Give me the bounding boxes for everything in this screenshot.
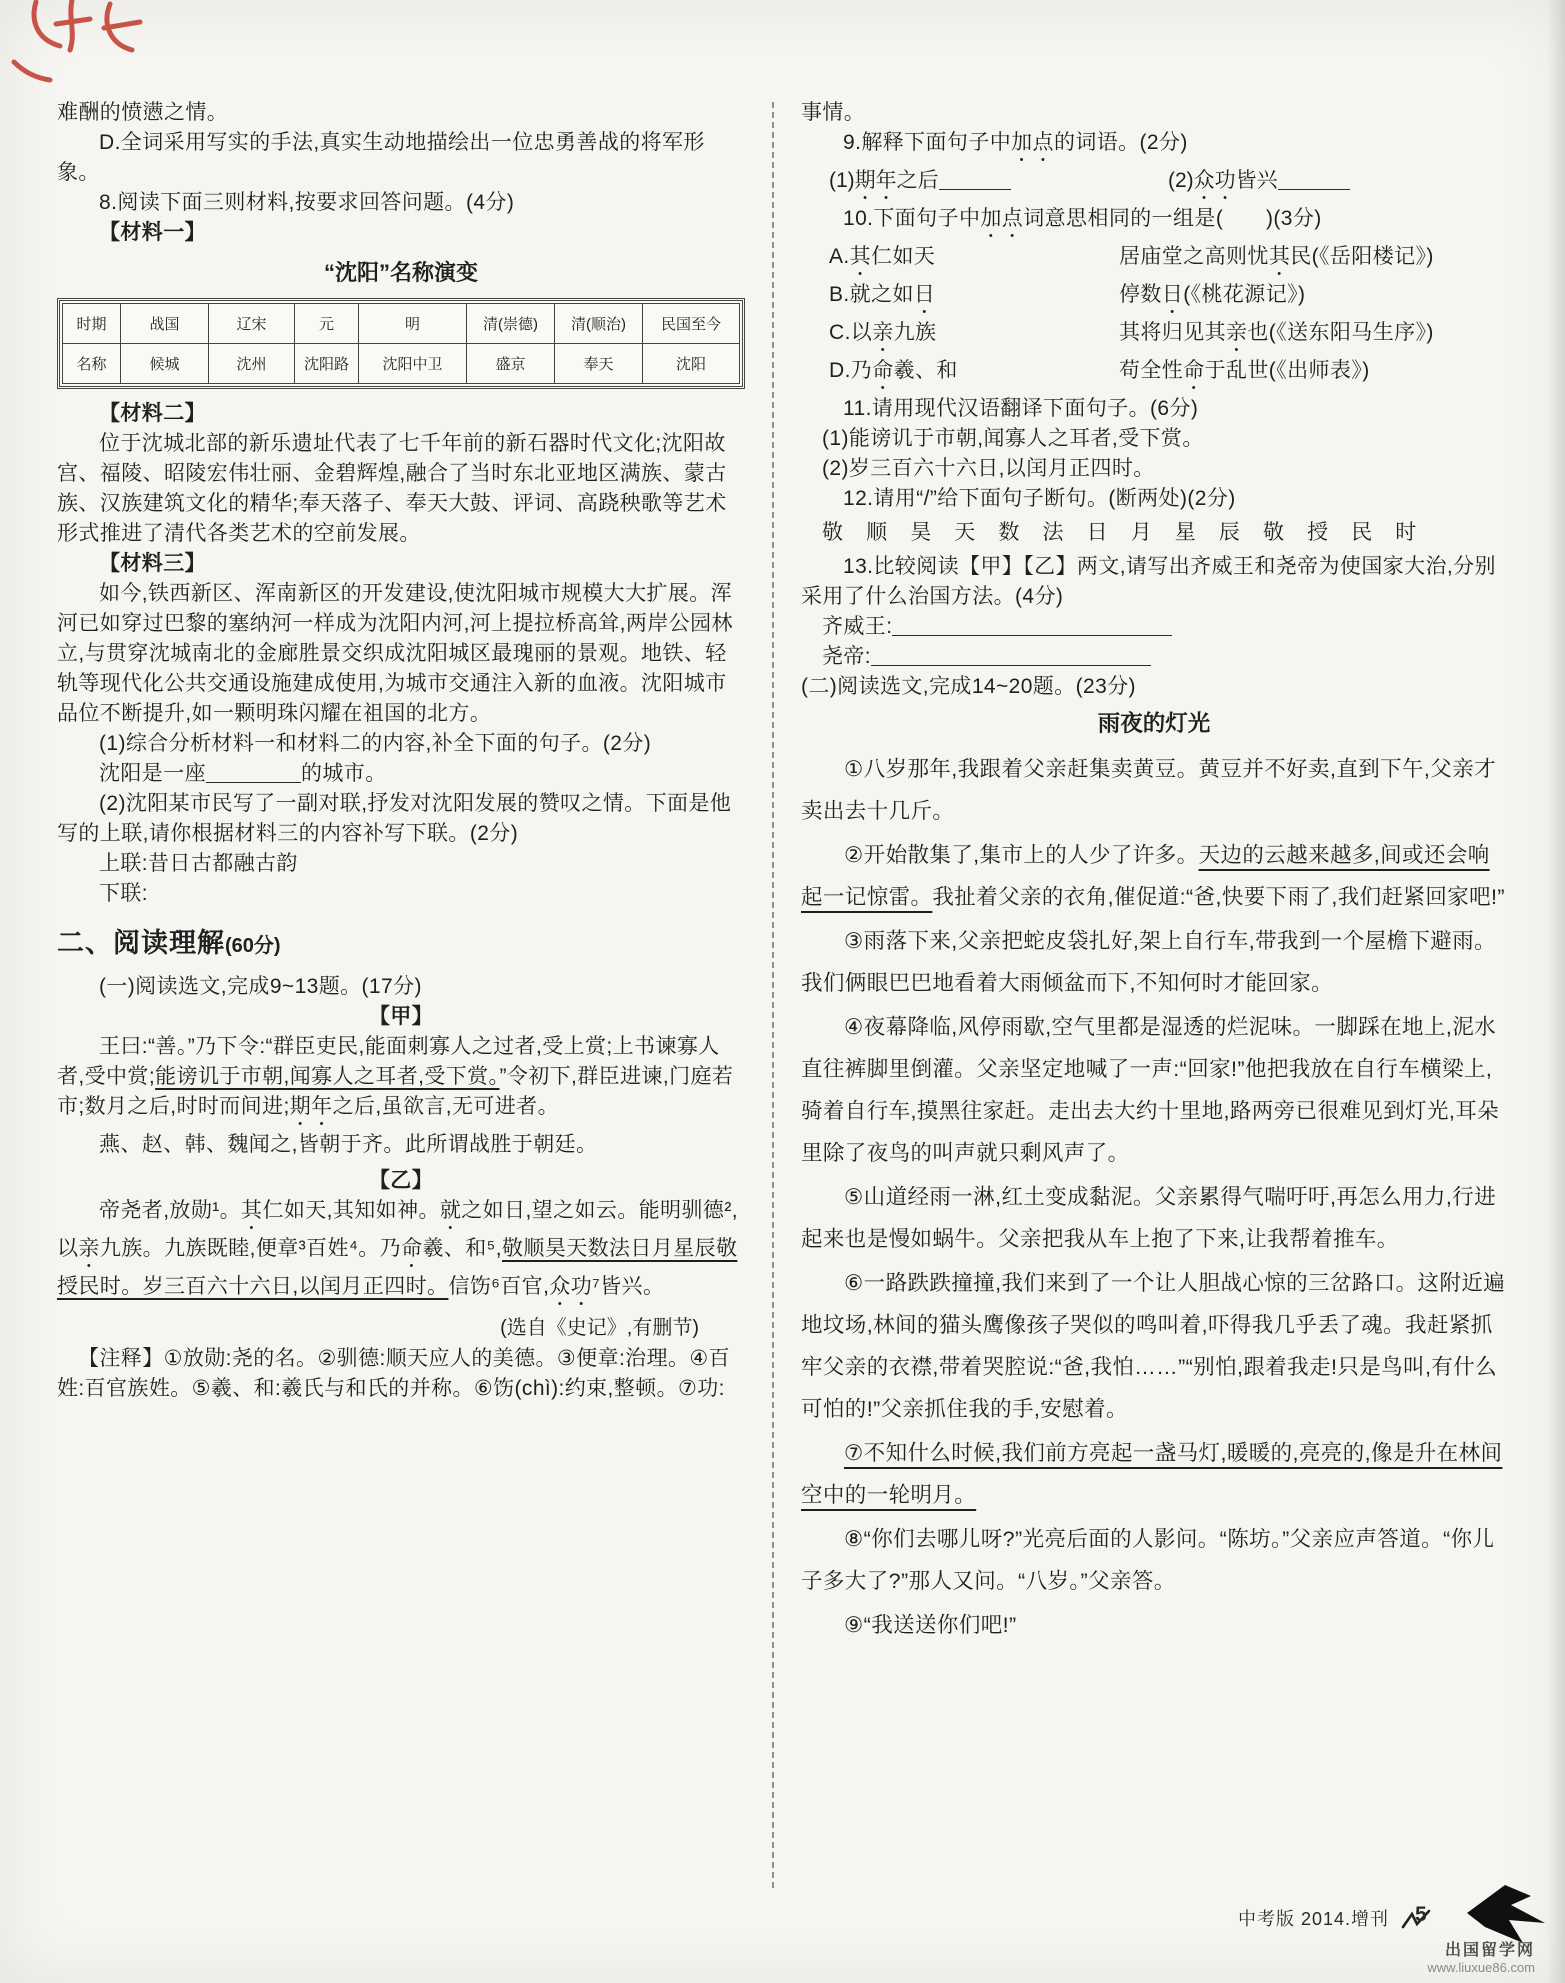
- site-url: www.liuxue86.com: [1427, 1960, 1535, 1975]
- left-column: [57, 98, 745, 1888]
- notes-continuation: 事情。: [801, 101, 866, 124]
- q9-item-2: (2)众功皆兴: [1168, 166, 1507, 204]
- option-row-b: [801, 280, 1507, 318]
- passage-yi-text: 帝尧者,放勋¹。其仁如天,其知如神。就之如日,望之如云。能明驯德²,以亲九族。九族既睦,便章³百姓⁴。乃命羲、和⁵,敬顺昊天数法日月星辰敬授民时。岁三百六十六日,以闰月正四时。信饬⁶百官,众功⁷皆兴。: [57, 1199, 738, 1298]
- question-11: 11.请用现代汉语翻译下面句子。(6分): [843, 397, 1199, 420]
- option-c-left: C.以亲九族: [829, 321, 937, 344]
- table-title: “沈阳”名称演变: [323, 260, 478, 285]
- option-d-right: 苟全性命于乱世(《出师表》): [1119, 359, 1370, 382]
- material-2-label: 【材料二】: [99, 402, 206, 425]
- question-13-answer-a: 齐威王:: [801, 612, 1507, 642]
- section-2-title: 二、阅读理解: [57, 928, 225, 958]
- question-12: 12.请用“/”给下面句子断句。(断两处)(2分): [843, 487, 1236, 510]
- table-cell: 辽宋: [209, 304, 295, 344]
- site-name: 出国留学网: [1444, 1942, 1535, 1959]
- shenyang-names-table: [57, 298, 745, 389]
- option-a-left: A.其仁如天: [829, 245, 936, 268]
- question-11-item-1: (1)能谤讥于市朝,闻寡人之耳者,受下赏。: [822, 427, 1204, 450]
- couplet-first-line: 上联:昔日古都融古韵: [99, 852, 298, 875]
- reading-part-2-intro: (二)阅读选文,完成14~20题。(23分): [801, 675, 1136, 698]
- essay-paragraph-5: ⑤山道经雨一淋,红土变成黏泥。父亲累得气喘吁吁,再怎么用力,行进起来也是慢如蜗牛。父亲把我从车上抱了下来,让我帮着推车。: [801, 1185, 1496, 1251]
- table-cell: 清(崇德): [467, 304, 555, 344]
- question-12-sentence: 敬顺昊天数法日月星辰敬授民时: [822, 521, 1440, 544]
- option-b-right: 停数日(《桃花源记》): [1119, 283, 1306, 306]
- option-a-right: 居庙堂之高则忧其民(《岳阳楼记》): [1119, 245, 1434, 268]
- passage-jia-text: 王曰:“善。”乃下令:“群臣吏民,能面刺寡人之过者,受上赏;上书谏寡人者,受中赏;能谤讥于市朝,闻寡人之耳者,受下赏。”令初下,群臣进谏,门庭若市;数月之后,时时而间进;期年之后,虽欲言,无可进者。: [57, 1035, 734, 1118]
- question-13: 13.比较阅读【甲】【乙】两文,请写出齐威王和尧帝为使国家大治,分别采用了什么治国方法。(4分): [801, 555, 1496, 608]
- q9-item-1: (1)期年之后: [829, 166, 1168, 204]
- essay-paragraph-3: ③雨落下来,父亲把蛇皮袋扎好,架上自行车,带我到一个屋檐下避雨。我们俩眼巴巴地看着大雨倾盆而下,不知何时才能回家。: [801, 929, 1496, 995]
- table-cell: 沈州: [209, 344, 295, 384]
- essay-paragraph-4: ④夜幕降临,风停雨歇,空气里都是湿透的烂泥味。一脚踩在地上,泥水直往裤脚里倒灌。父亲坚定地喊了一声:“回家!”他把我放在自行车横梁上,骑着自行车,摸黑往家赶。走出去大约十里地,路两旁已很难见到灯光,耳朵里除了夜鸟的叫声就只剩风声了。: [801, 1015, 1500, 1165]
- option-b-left: B.就之如日: [829, 283, 936, 306]
- two-column-layout: [57, 98, 1509, 1888]
- table-cell: 时期: [63, 304, 121, 344]
- right-column: [801, 98, 1507, 1888]
- page-number: 5: [1415, 1903, 1428, 1926]
- table-row-periods: [63, 304, 740, 344]
- table-cell: 清(顺治): [555, 304, 643, 344]
- essay-paragraph-8: ⑧“你们去哪儿呀?”光亮后面的人影问。“陈坊。”父亲应声答道。“你儿子多大了?”那人又问。“八岁。”父亲答。: [801, 1527, 1495, 1593]
- table-cell: 明: [359, 304, 467, 344]
- edition-label: 中考版 2014.增刊: [1237, 1909, 1389, 1929]
- material-3-label: 【材料三】: [99, 552, 206, 575]
- option-row-d: [801, 356, 1507, 394]
- couplet-second-line: 下联:: [99, 882, 149, 905]
- table-cell: 沈阳中卫: [359, 344, 467, 384]
- table-cell: 民国至今: [643, 304, 740, 344]
- table-cell: 名称: [63, 344, 121, 384]
- table-row-names: [63, 344, 740, 384]
- option-c-right: 其将归见其亲也(《送东阳马生序》): [1119, 321, 1434, 344]
- table-cell: 候城: [121, 344, 209, 384]
- column-divider: [772, 102, 774, 1888]
- passage-source: (选自《史记》,有删节): [500, 1317, 699, 1339]
- section-2-heading: [57, 923, 745, 966]
- overflow-text: 难酬的愤懑之情。: [57, 101, 229, 124]
- essay-paragraph-9: ⑨“我送送你们吧!”: [844, 1613, 1017, 1637]
- table-cell: 元: [295, 304, 359, 344]
- table-cell: 奉天: [555, 344, 643, 384]
- question-9-blanks: [801, 166, 1507, 204]
- reading-part-1-intro: (一)阅读选文,完成9~13题。(17分): [99, 975, 422, 998]
- question-13-answer-b: 尧帝:: [801, 642, 1507, 672]
- passage-notes: 【注释】①放勋:尧的名。②驯德:顺天应人的美德。③便章:治理。④百姓:百官族姓。⑤羲、和:羲氏与和氏的并称。⑥饬(chì):约束,整顿。⑦功:: [57, 1347, 731, 1400]
- site-watermark: [1427, 1937, 1535, 1975]
- question-9: 9.解释下面句子中加点的词语。(2分): [843, 131, 1188, 154]
- table-cell: 沈阳路: [295, 344, 359, 384]
- essay-title: 雨夜的灯光: [1097, 711, 1211, 736]
- question-8-sub-1: (1)综合分析材料一和材料二的内容,补全下面的句子。(2分): [99, 732, 652, 755]
- essay-paragraph-6: ⑥一路跌跌撞撞,我们来到了一个让人胆战心惊的三岔路口。这附近遍地坟场,林间的猫头鹰像孩子哭似的鸣叫着,吓得我几乎丢了魂。我赶紧抓牢父亲的衣襟,带着哭腔说:“爸,我怕……”“别怕,跟着我走!只是鸟叫,有什么可怕的!”父亲抓住我的手,安慰着。: [801, 1271, 1506, 1421]
- table-cell: 盛京: [467, 344, 555, 384]
- passage-jia-text-2: 燕、赵、韩、魏闻之,皆朝于齐。此所谓战胜于朝廷。: [99, 1133, 598, 1156]
- question-8-sub-2: (2)沈阳某市民写了一副对联,抒发对沈阳发展的赞叹之情。下面是他写的上联,请你根据材料三的内容补写下联。(2分): [57, 792, 732, 845]
- essay-paragraph-1: ①八岁那年,我跟着父亲赶集卖黄豆。黄豆并不好卖,直到下午,父亲才卖出去十几斤。: [801, 757, 1496, 823]
- option-row-c: [801, 318, 1507, 356]
- question-10: 10.下面句子中加点词意思相同的一组是( )(3分): [843, 207, 1322, 230]
- option-d-statement: D.全词采用写实的手法,真实生动地描绘出一位忠勇善战的将军形象。: [57, 131, 705, 184]
- material-1-label: 【材料一】: [99, 221, 206, 244]
- material-2-text: 位于沈城北部的新乐遗址代表了七千年前的新石器时代文化;沈阳故宫、福陵、昭陵宏伟壮丽、金碧辉煌,融合了当时东北亚地区满族、蒙古族、汉族建筑文化的精华;奉天落子、奉天大鼓、评词、高跷秧歌等艺术形式推进了清代各类艺术的空前发展。: [57, 432, 727, 545]
- passage-jia-label: 【甲】: [368, 1005, 434, 1028]
- page-footer: [1238, 1903, 1439, 1933]
- page-number-group: [1405, 1903, 1439, 1933]
- essay-paragraph-2: ②开始散集了,集市上的人少了许多。天边的云越来越多,间或还会响起一记惊雷。我扯着父亲的衣角,催促道:“爸,快要下雨了,我们赶紧回家吧!”: [801, 843, 1505, 909]
- question-11-item-2: (2)岁三百六十六日,以闰月正四时。: [822, 457, 1155, 480]
- table-cell: 沈阳: [643, 344, 740, 384]
- option-d-left: D.乃命羲、和: [829, 359, 958, 382]
- essay-paragraph-7: ⑦不知什么时候,我们前方亮起一盏马灯,暖暖的,亮亮的,像是升在林间空中的一轮明月。: [801, 1441, 1503, 1507]
- option-row-a: [801, 242, 1507, 280]
- red-ink-marks-icon: [6, 0, 206, 110]
- question-8: 8.阅读下面三则材料,按要求回答问题。(4分): [99, 191, 515, 214]
- passage-yi-label: 【乙】: [368, 1169, 434, 1192]
- material-3-text: 如今,铁西新区、浑南新区的开发建设,使沈阳城市规模大大扩展。浑河已如穿过巴黎的塞纳河一样成为沈阳内河,河上提拉桥高耸,两岸公园林立,与贯穿沈城南北的金廊胜景交织成沈阳城区最瑰丽的景观。地铁、轻轨等现代化公共交通设施建成使用,为城市交通注入新的血液。沈阳城市品位不断提升,如一颗明珠闪耀在祖国的北方。: [57, 582, 733, 725]
- table-cell: 战国: [121, 304, 209, 344]
- section-2-score: (60分): [225, 935, 281, 957]
- question-8-fill-blank: 沈阳是一座 的城市。: [99, 762, 387, 785]
